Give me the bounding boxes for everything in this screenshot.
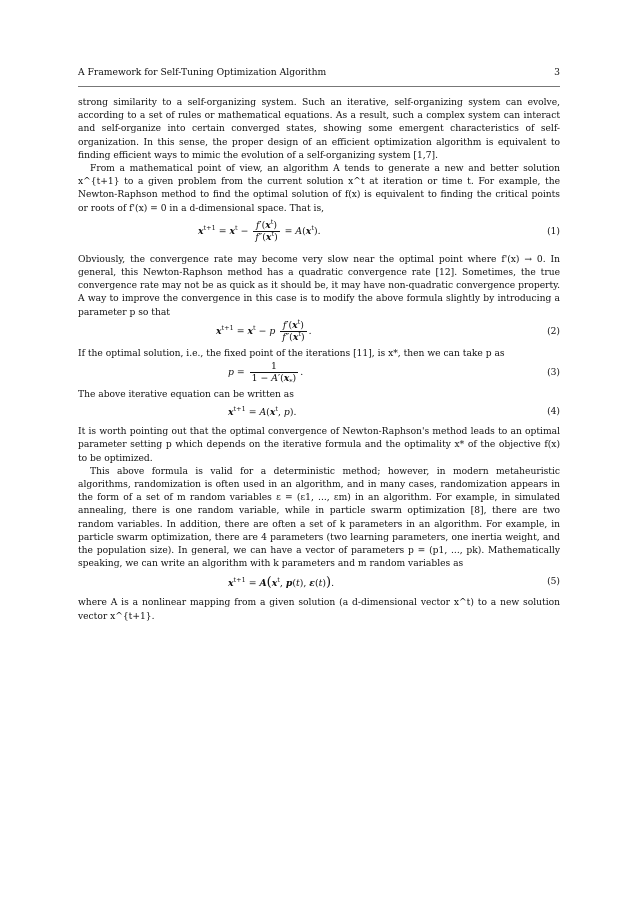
equation-3-number: (3): [547, 368, 560, 379]
equation-2-expression: $x^{t+1} = x^t - p$ $\frac{f'(x^t)}{f''(x^t)}$ .: [216, 317, 312, 343]
equation-1: [78, 217, 560, 250]
equation-2: [78, 317, 560, 348]
equation-2-number: (2): [547, 326, 560, 337]
paragraph-4: If the optimal solution, i.e., the fixed point of the iterations [11], is x*, then we can take p as: [78, 348, 505, 359]
running-title: A Framework for Self-Tuning Optimization Algorithm: [78, 67, 327, 78]
paragraph-1: strong similarity to a self-organizing system. Such an iterative, self-organizing system can evolve, according to a set of rules or mathematical equations. As a result, such a complex system can interact and self-organize into certain converged states, showing some emergent characteristics of self-organization. In this sense, the proper design of an efficient optimization algorithm is equivalent to finding efficient ways to mimic the evolution of a self-organizing system [1,7].: [78, 98, 560, 161]
equation-4: [78, 402, 560, 426]
body-text: [78, 97, 560, 624]
paragraph-6: It is worth pointing out that the optimal convergence of Newton-Raphson's method leads to an optimal parameter setting p which depends on the iterative formula and the optimality x* of the objective f(x) to be optimized.: [78, 427, 560, 464]
equation-3-expression: p = $\frac{1}{1 - A'(x_*)}$ .: [228, 361, 304, 386]
paragraph-2: From a mathematical point of view, an algorithm A tends to generate a new and better solution x^{t+1} to a given problem from the current solution x^t at iteration or time t. For example, the Newton-Raphson method to find the optimal solution of f(x) is equivalent to finding the critical points or roots of f'(x) = 0 in a d-dimensional space. That is,: [78, 164, 560, 214]
page-number: 3: [554, 67, 560, 78]
equation-3: [78, 361, 560, 389]
paragraph-5: The above iterative equation can be written as: [78, 390, 294, 401]
paragraph-8: where A is a nonlinear mapping from a given solution (a d-dimensional vector x^t) to a new solution vector x^{t+1}.: [78, 598, 560, 622]
running-header: [78, 67, 560, 81]
equation-5: [78, 571, 560, 597]
paragraph-7: This above formula is valid for a deterministic method; however, in modern metaheuristic algorithms, randomization is often used in an algorithm, and in many cases, randomization appears in the form of a set of m random variables ε = (ε1, ..., εm) in an algorithm. For example, in simulated annealing, there is one random variable, while in particle swarm optimization [8], there are two random variables. In addition, there are often a set of k parameters in an algorithm. For example, in particle swarm optimization, there are 4 parameters (two learning parameters, one inertia weight, and the population size). In general, we can have a vector of parameters p = (p1, ..., pk). Mathematically speaking, we can write an algorithm with k parameters and m random variables as: [78, 466, 560, 570]
equation-5-number: (5): [547, 577, 560, 588]
equation-5-expression: $x^{t+1} = A(x^t$, p(t), ε(t)).: [228, 575, 335, 591]
equation-1-number: (1): [547, 226, 560, 237]
header-rule: [78, 86, 560, 87]
equation-4-number: (4): [547, 407, 560, 418]
paragraph-3: Obviously, the convergence rate may become very slow near the optimal point where f'(x) → 0. In general, this Newton-Raphson method has a quadratic convergence rate [12]. Sometimes, the true convergence rate may not be as quick as it should be, it may have non-quadratic convergence property. A way to improve the convergence in this case is to modify the above formula slightly by introducing a parameter p so that: [78, 254, 560, 318]
equation-4-expression: $x^{t+1} = A(x^t$, p).: [228, 405, 297, 419]
equation-1-expression: $x^{t+1} = x^t$ − $\frac{f'(x^t)}{f''(x^t)}$ = $A(x^t)$.: [198, 217, 321, 243]
